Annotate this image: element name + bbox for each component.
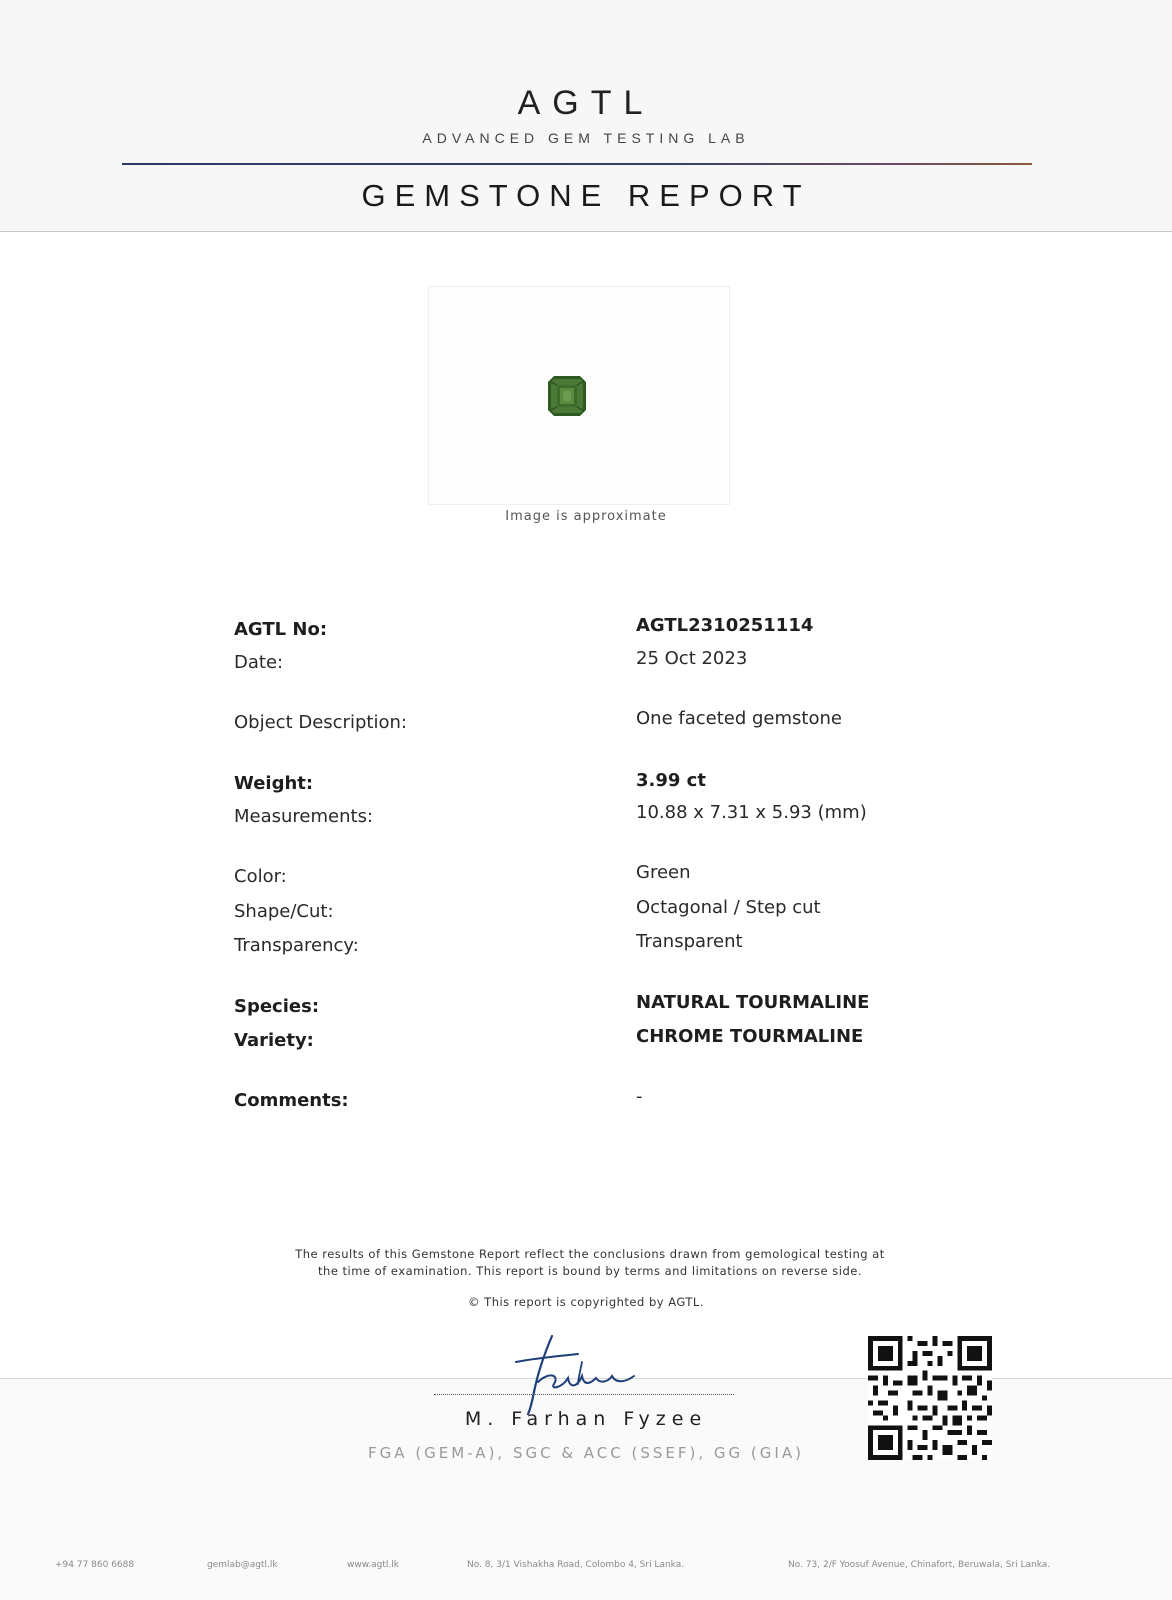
copyright-notice: © This report is copyrighted by AGTL. bbox=[468, 1295, 704, 1309]
footer-email[interactable]: gemlab@agtl.lk bbox=[207, 1560, 278, 1570]
date-label: Date: bbox=[234, 652, 284, 673]
page-fold-line bbox=[0, 231, 1172, 232]
qr-code[interactable] bbox=[868, 1336, 992, 1460]
comments-label: Comments: bbox=[234, 1090, 349, 1111]
signatory-name: M. Farhan Fyzee bbox=[464, 1408, 708, 1430]
agtl-no-value: AGTL2310251114 bbox=[636, 615, 814, 636]
shape-cut-label: Shape/Cut: bbox=[234, 901, 334, 922]
footer-address-colombo: No. 8, 3/1 Vishakha Road, Colombo 4, Sri Lanka. bbox=[467, 1560, 685, 1570]
report-disclaimer bbox=[240, 1246, 940, 1280]
comments-value: - bbox=[636, 1086, 643, 1107]
weight-value: 3.99 ct bbox=[636, 770, 706, 791]
lab-logo: AGTL bbox=[517, 84, 655, 122]
footer-phone: +94 77 860 6688 bbox=[55, 1560, 135, 1570]
gemstone-image bbox=[548, 376, 586, 416]
object-description-label: Object Description: bbox=[234, 712, 407, 733]
lab-full-name: ADVANCED GEM TESTING LAB bbox=[422, 130, 750, 146]
variety-label: Variety: bbox=[234, 1030, 314, 1051]
signatory-credentials: FGA (GEM-A), SGC & ACC (SSEF), GG (GIA) bbox=[368, 1444, 804, 1462]
species-label: Species: bbox=[234, 996, 320, 1017]
weight-label: Weight: bbox=[234, 773, 314, 794]
agtl-no-label: AGTL No: bbox=[234, 619, 328, 640]
shape-cut-value: Octagonal / Step cut bbox=[636, 897, 821, 918]
report-title: GEMSTONE REPORT bbox=[361, 178, 811, 213]
variety-value: CHROME TOURMALINE bbox=[636, 1026, 864, 1047]
transparency-label: Transparency: bbox=[234, 935, 359, 956]
object-description-value: One faceted gemstone bbox=[636, 708, 842, 729]
measurements-value: 10.88 x 7.31 x 5.93 (mm) bbox=[636, 802, 867, 823]
header-divider bbox=[122, 163, 1032, 165]
color-label: Color: bbox=[234, 866, 287, 887]
measurements-label: Measurements: bbox=[234, 806, 374, 827]
date-value: 25 Oct 2023 bbox=[636, 648, 748, 669]
footer-website[interactable]: www.agtl.lk bbox=[347, 1560, 399, 1570]
signature-line bbox=[434, 1394, 734, 1395]
image-caption: Image is approximate bbox=[505, 509, 667, 524]
handwritten-signature bbox=[508, 1332, 648, 1416]
species-value: NATURAL TOURMALINE bbox=[636, 992, 870, 1013]
transparency-value: Transparent bbox=[636, 931, 743, 952]
color-value: Green bbox=[636, 862, 691, 883]
disclaimer-line-2: the time of examination. This report is bound by terms and limitations on reverse side. bbox=[318, 1264, 862, 1278]
disclaimer-line-1: The results of this Gemstone Report reflect the conclusions drawn from gemological testing at bbox=[295, 1247, 885, 1261]
footer-address-beruwala: No. 73, 2/F Yoosuf Avenue, Chinafort, Beruwala, Sri Lanka. bbox=[788, 1560, 1051, 1570]
